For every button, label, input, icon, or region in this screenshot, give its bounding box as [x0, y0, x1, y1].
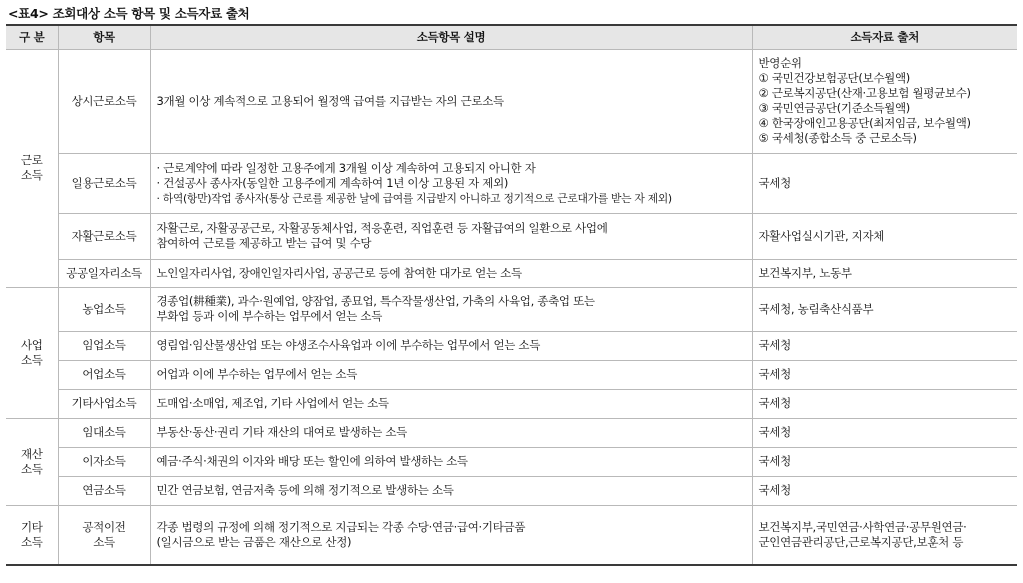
source-farm: 국세청, 농림축산식품부 [752, 287, 1017, 331]
table-row [6, 287, 1017, 331]
source-interest: 국세청 [752, 447, 1017, 476]
source-other-business: 국세청 [752, 389, 1017, 418]
header-category: 구 분 [6, 25, 58, 49]
desc-public-transfer: 각종 법령의 규정에 의해 정기적으로 지급되는 각종 수당·연금·급여·기타금품 (일시금으로 받는 금품은 재산으로 산정) [150, 505, 752, 565]
table-row [6, 331, 1017, 360]
source-regular-labour: 반영순위 ① 국민건강보험공단(보수월액) ② 근로복지공단(산재·고용보험 월평균보수) ③ 국민연금공단(기준소득월액) ④ 한국장애인고용공단(최저임금, 보수월액) ⑤ 국세청(종합소득 중 근로소득) [752, 49, 1017, 153]
table-row [6, 447, 1017, 476]
item-interest: 이자소득 [58, 447, 150, 476]
source-fishery: 국세청 [752, 360, 1017, 389]
item-forest: 임업소득 [58, 331, 150, 360]
desc-daily-labour: · 근로계약에 따라 일정한 고용주에게 3개월 이상 계속하여 고용되지 아니한 자 · 건설공사 종사자(동일한 고용주에게 계속하여 1년 이상 고용된 자 제외) · 하역(항만)작업 종사자(통상 근로를 제공한 날에 급여를 지급받지 아니하고 정기적으로 근로대가를 받는 자 제외) [150, 153, 752, 213]
source-self-support: 자활사업실시기관, 지자체 [752, 213, 1017, 259]
category-other: 기타 소득 [6, 505, 58, 565]
desc-pension: 민간 연금보험, 연금저축 등에 의해 정기적으로 발생하는 소득 [150, 476, 752, 505]
desc-public-job: 노인일자리사업, 장애인일자리사업, 공공근로 등에 참여한 대가로 얻는 소득 [150, 259, 752, 287]
category-labour: 근로 소득 [6, 49, 58, 287]
table-row [6, 389, 1017, 418]
item-public-job: 공공일자리소득 [58, 259, 150, 287]
header-source: 소득자료 출처 [752, 25, 1017, 49]
source-rent: 국세청 [752, 418, 1017, 447]
item-daily-labour: 일용근로소득 [58, 153, 150, 213]
category-property: 재산 소득 [6, 418, 58, 505]
table-row [6, 505, 1017, 565]
source-daily-labour: 국세청 [752, 153, 1017, 213]
table-caption: <표4> 조회대상 소득 항목 및 소득자료 출처 [8, 6, 250, 21]
income-source-table [6, 24, 1017, 566]
item-rent: 임대소득 [58, 418, 150, 447]
item-regular-labour: 상시근로소득 [58, 49, 150, 153]
desc-fishery: 어업과 이에 부수하는 업무에서 얻는 소득 [150, 360, 752, 389]
item-public-transfer: 공적이전 소득 [58, 505, 150, 565]
table-row [6, 213, 1017, 259]
header-description: 소득항목 설명 [150, 25, 752, 49]
desc-regular-labour: 3개월 이상 계속적으로 고용되어 월정액 급여를 지급받는 자의 근로소득 [150, 49, 752, 153]
desc-self-support: 자활근로, 자활공공근로, 자활공동체사업, 적응훈련, 직업훈련 등 자활급여의 일환으로 사업에 참여하여 근로를 제공하고 받는 급여 및 수당 [150, 213, 752, 259]
table-row [6, 418, 1017, 447]
desc-farm: 경종업(耕種業), 과수·원예업, 양잠업, 종묘업, 특수작물생산업, 가축의 사육업, 종축업 또는 부화업 등과 이에 부수하는 업무에서 얻는 소득 [150, 287, 752, 331]
header-row [6, 25, 1017, 49]
item-pension: 연금소득 [58, 476, 150, 505]
desc-other-business: 도매업·소매업, 제조업, 기타 사업에서 얻는 소득 [150, 389, 752, 418]
item-farm: 농업소득 [58, 287, 150, 331]
desc-interest: 예금·주식·채권의 이자와 배당 또는 할인에 의하여 발생하는 소득 [150, 447, 752, 476]
table-row [6, 259, 1017, 287]
item-fishery: 어업소득 [58, 360, 150, 389]
table-row [6, 476, 1017, 505]
header-item: 항목 [58, 25, 150, 49]
desc-rent: 부동산·동산·권리 기타 재산의 대여로 발생하는 소득 [150, 418, 752, 447]
table-row [6, 49, 1017, 153]
item-self-support: 자활근로소득 [58, 213, 150, 259]
source-forest: 국세청 [752, 331, 1017, 360]
source-pension: 국세청 [752, 476, 1017, 505]
source-public-job: 보건복지부, 노동부 [752, 259, 1017, 287]
table-row [6, 360, 1017, 389]
desc-forest: 영림업·임산물생산업 또는 야생조수사육업과 이에 부수하는 업무에서 얻는 소득 [150, 331, 752, 360]
table-row [6, 153, 1017, 213]
item-other-business: 기타사업소득 [58, 389, 150, 418]
category-business: 사업 소득 [6, 287, 58, 418]
source-public-transfer: 보건복지부,국민연금·사학연금·공무원연금· 군인연금관리공단,근로복지공단,보훈처 등 [752, 505, 1017, 565]
